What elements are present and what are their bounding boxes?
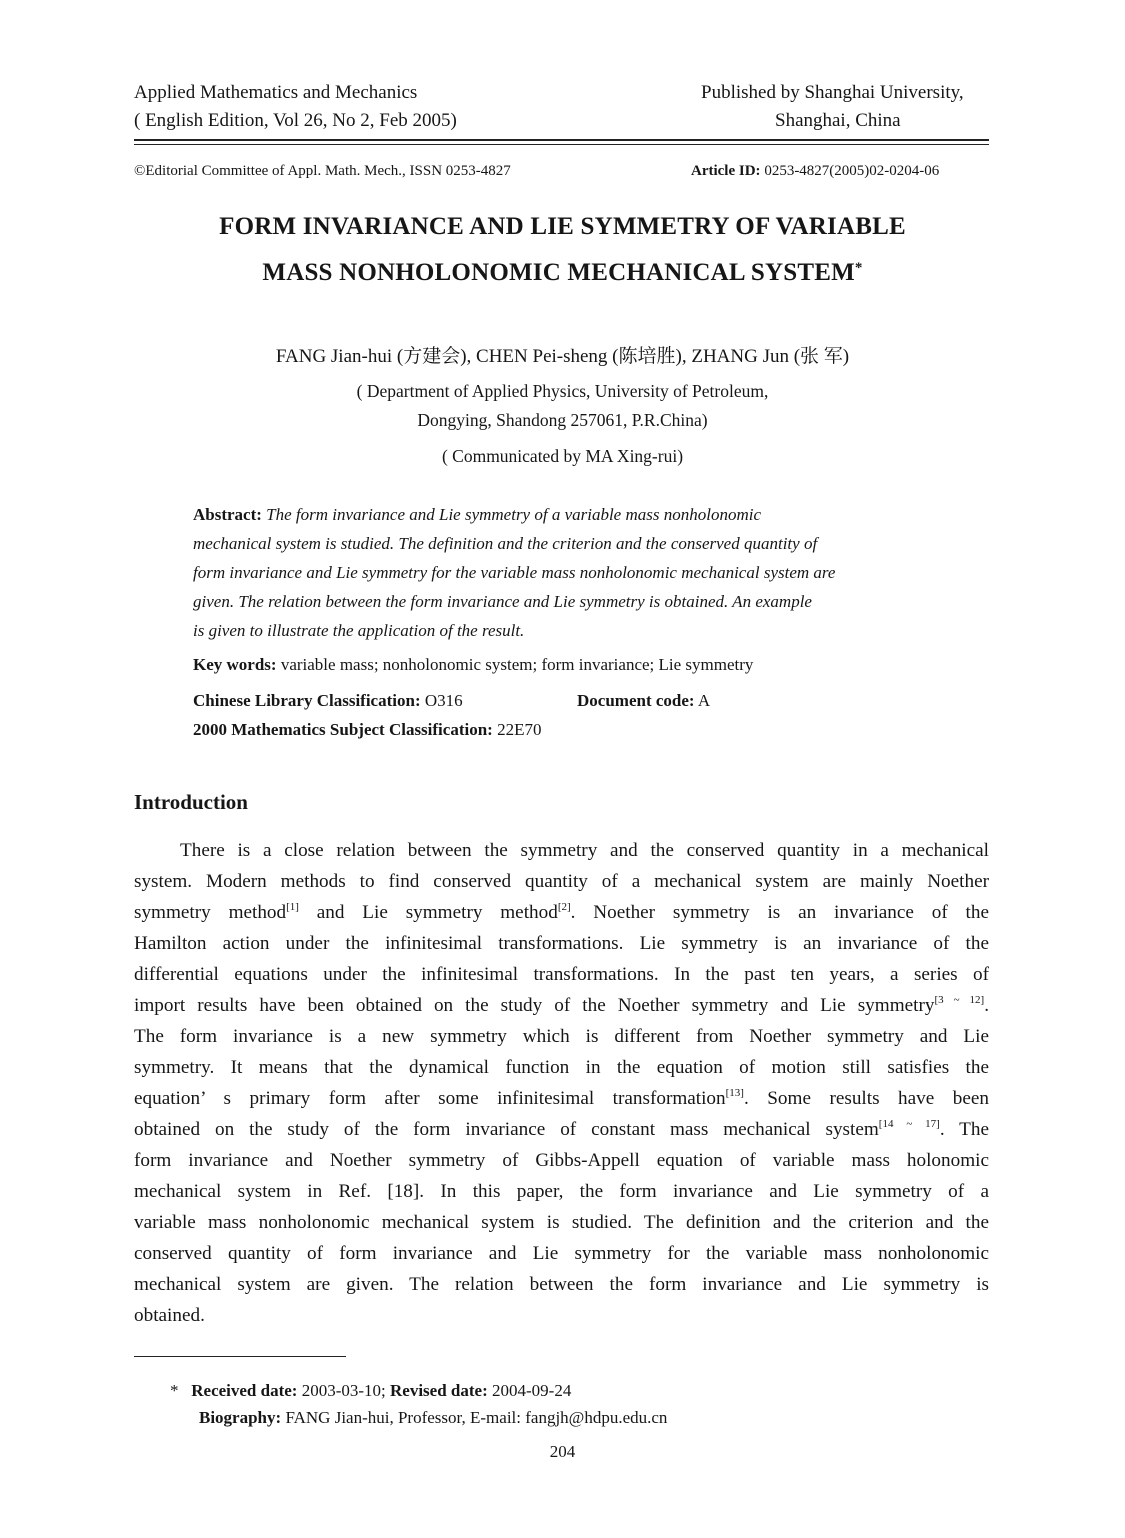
section-heading-introduction: Introduction bbox=[134, 790, 248, 814]
chinese-library-classification bbox=[193, 691, 463, 711]
body-line: The form invariance is a new symmetry which is different from Noether symmetry and Lie bbox=[134, 1026, 989, 1047]
abstract-text: The form invariance and Lie symmetry of a variable mass nonholonomic bbox=[266, 505, 762, 524]
document-code-label: Document code: bbox=[577, 691, 695, 710]
body-line: system. Modern methods to find conserved quantity of a mechanical system are mainly Noether bbox=[134, 871, 989, 892]
body-line bbox=[134, 1114, 989, 1145]
body-text: import results have been obtained on the study of the Noether symmetry and Lie symmetry bbox=[134, 995, 935, 1016]
abstract-line bbox=[193, 500, 929, 529]
citation-ref: [13] bbox=[725, 1087, 744, 1099]
received-date-label: Received date: bbox=[191, 1381, 298, 1400]
footnote-dates bbox=[170, 1381, 571, 1401]
biography-value: FANG Jian-hui, Professor, E-mail: fangjh@hdpu.edu.cn bbox=[285, 1408, 668, 1427]
affiliation-line1: ( Department of Applied Physics, University of Petroleum, bbox=[356, 381, 769, 401]
abstract-line: form invariance and Lie symmetry for the variable mass nonholonomic mechanical system are bbox=[193, 563, 836, 582]
publisher-location: Shanghai, China bbox=[775, 110, 901, 131]
body-line: There is a close relation between the symmetry and the conserved quantity in a mechanical bbox=[180, 840, 989, 861]
keywords-label: Key words: bbox=[193, 655, 277, 674]
abstract-line: mechanical system is studied. The definition and the criterion and the conserved quantity of bbox=[193, 534, 818, 553]
body-line: differential equations under the infinitesimal transformations. In the past ten years, a series of bbox=[134, 964, 989, 985]
msc-label: 2000 Mathematics Subject Classification: bbox=[193, 720, 493, 739]
article-id-label: Article ID: bbox=[691, 163, 761, 179]
footnote-marker: * bbox=[170, 1381, 179, 1400]
communicated-by: ( Communicated by MA Xing-rui) bbox=[441, 446, 684, 466]
biography-label: Biography: bbox=[199, 1408, 282, 1427]
body-line: Hamilton action under the infinitesimal transformations. Lie symmetry is an invariance of the bbox=[134, 933, 989, 954]
publisher-name: Published by Shanghai University, bbox=[701, 82, 964, 103]
msc-classification bbox=[193, 720, 541, 740]
author-list: FANG Jian-hui (方建会), CHEN Pei-sheng (陈培胜), ZHANG Jun (张 军) bbox=[275, 346, 850, 367]
copyright-line: ©Editorial Committee of Appl. Math. Mech., ISSN 0253-4827 bbox=[134, 163, 511, 179]
journal-issue: ( English Edition, Vol 26, No 2, Feb 2005) bbox=[134, 110, 457, 131]
abstract-label: Abstract: bbox=[193, 505, 262, 524]
citation-ref: [2] bbox=[557, 901, 571, 913]
body-text: obtained on the study of the form invariance of constant mass mechanical system bbox=[134, 1119, 879, 1140]
body-text: . The bbox=[939, 1119, 990, 1140]
clc-value: O316 bbox=[424, 691, 463, 710]
body-text: and Lie symmetry method bbox=[298, 902, 558, 923]
paper-title-line2 bbox=[0, 259, 1125, 287]
body-line: form invariance and Noether symmetry of Gibbs-Appell equation of variable mass holonomic bbox=[134, 1150, 989, 1171]
citation-ref: [14 ~ 17] bbox=[878, 1118, 940, 1130]
msc-value: 22E70 bbox=[497, 720, 542, 739]
title-footnote-marker: * bbox=[854, 260, 863, 276]
page-number: 204 bbox=[549, 1442, 576, 1461]
body-line: symmetry. It means that the dynamical function in the equation of motion still satisfies the bbox=[134, 1057, 989, 1078]
body-line: mechanical system are given. The relation between the form invariance and Lie symmetry is bbox=[134, 1274, 989, 1295]
journal-name: Applied Mathematics and Mechanics bbox=[134, 82, 418, 103]
keywords-value: variable mass; nonholonomic system; form invariance; Lie symmetry bbox=[280, 655, 754, 674]
footnote-rule bbox=[134, 1356, 346, 1357]
body-line bbox=[134, 897, 989, 928]
paper-title-line2-text: MASS NONHOLONOMIC MECHANICAL SYSTEM bbox=[262, 259, 855, 286]
revised-date-value: 2004-09-24 bbox=[492, 1381, 572, 1400]
header-rule-top bbox=[134, 139, 989, 141]
body-text: . Some results have been bbox=[743, 1088, 989, 1109]
body-line bbox=[134, 990, 989, 1021]
body-text: symmetry method bbox=[134, 902, 287, 923]
document-code-value: A bbox=[697, 691, 711, 710]
body-line: variable mass nonholonomic mechanical system is studied. The definition and the criterion and the bbox=[134, 1212, 989, 1233]
body-line: mechanical system in Ref. [18]. In this paper, the form invariance and Lie symmetry of a bbox=[134, 1181, 989, 1202]
citation-ref: [3 ~ 12] bbox=[934, 994, 985, 1006]
affiliation-line2: Dongying, Shandong 257061, P.R.China) bbox=[417, 410, 708, 430]
received-date-value: 2003-03-10; bbox=[301, 1381, 386, 1400]
body-line: obtained. bbox=[134, 1305, 205, 1326]
citation-ref: [1] bbox=[286, 901, 299, 913]
revised-date-label: Revised date: bbox=[390, 1381, 488, 1400]
body-line bbox=[134, 1083, 989, 1114]
clc-label: Chinese Library Classification: bbox=[193, 691, 421, 710]
keywords bbox=[193, 655, 753, 675]
document-code bbox=[577, 691, 710, 711]
body-text: equation’ s primary form after some infinitesimal transformation bbox=[134, 1088, 726, 1109]
abstract-line: is given to illustrate the application of the result. bbox=[193, 621, 525, 640]
body-line: conserved quantity of form invariance and Lie symmetry for the variable mass nonholonomic bbox=[134, 1243, 989, 1264]
abstract bbox=[193, 500, 929, 645]
article-id bbox=[691, 163, 939, 180]
introduction-body bbox=[134, 835, 989, 1331]
body-text: . Noether symmetry is an invariance of the bbox=[570, 902, 989, 923]
paper-title-line1: FORM INVARIANCE AND LIE SYMMETRY OF VARIABLE bbox=[219, 213, 906, 240]
header-rule-bottom bbox=[134, 144, 989, 145]
abstract-line: given. The relation between the form invariance and Lie symmetry is obtained. An example bbox=[193, 592, 812, 611]
footnote-biography bbox=[199, 1408, 667, 1428]
body-text: . bbox=[984, 995, 990, 1016]
article-id-value: 0253-4827(2005)02-0204-06 bbox=[764, 163, 940, 179]
